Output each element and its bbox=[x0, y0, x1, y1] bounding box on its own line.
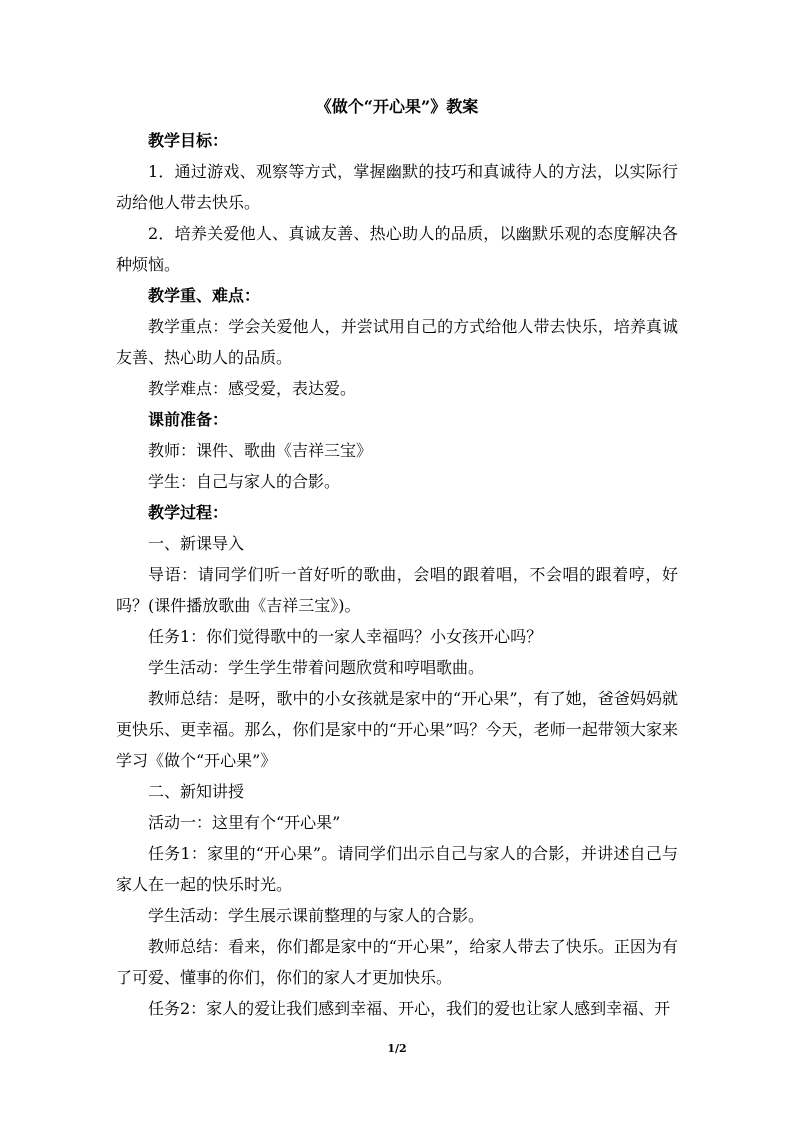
body-paragraph: 教师总结：看来，你们都是家中的“开心果”，给家人带去了快乐。正因为有了可爱、懂事的你们，你们的家人才更加快乐。 bbox=[116, 937, 678, 987]
body-paragraph: 任务1：你们觉得歌中的一家人幸福吗？小女孩开心吗？ bbox=[148, 627, 543, 646]
body-paragraph: 导语：请同学们听一首好听的歌曲，会唱的跟着唱，不会唱的跟着哼，好吗？(课件播放歌曲《吉祥三宝》)。 bbox=[116, 565, 678, 615]
section-heading: 课前准备： bbox=[148, 410, 229, 429]
body-paragraph: 教学重点：学会关爱他人，并尝试用自己的方式给他人带去快乐，培养真诚友善、热心助人的品质。 bbox=[116, 317, 678, 367]
body-paragraph: 任务1：家里的“开心果”。请同学们出示自己与家人的合影，并讲述自己与家人在一起的快乐时光。 bbox=[116, 844, 678, 894]
body-paragraph: 学生活动：学生展示课前整理的与家人的合影。 bbox=[148, 906, 485, 925]
body-paragraph: 1．通过游戏、观察等方式，掌握幽默的技巧和真诚待人的方法，以实际行动给他人带去快乐。 bbox=[116, 162, 678, 212]
body-paragraph: 任务2：家人的爱让我们感到幸福、开心，我们的爱也让家人感到幸福、开 bbox=[148, 999, 671, 1018]
body-paragraph: 二、新知讲授 bbox=[148, 782, 245, 801]
body-paragraph: 教师总结：是呀，歌中的小女孩就是家中的“开心果”，有了她，爸爸妈妈就更快乐、更幸福。那么，你们是家中的“开心果”吗？今天，老师一起带领大家来学习《做个“开心果”》 bbox=[116, 689, 678, 770]
body-paragraph: 教学难点：感受爱，表达爱。 bbox=[148, 379, 357, 398]
body-paragraph: 2．培养关爱他人、真诚友善、热心助人的品质，以幽默乐观的态度解决各种烦恼。 bbox=[116, 224, 678, 274]
section-heading: 教学过程： bbox=[148, 503, 229, 522]
body-paragraph: 学生活动：学生学生带着问题欣赏和哼唱歌曲。 bbox=[148, 658, 485, 677]
document-body bbox=[116, 125, 678, 1024]
section-heading: 教学目标： bbox=[148, 131, 229, 150]
body-paragraph: 教师：课件、歌曲《吉祥三宝》 bbox=[148, 441, 373, 460]
body-paragraph: 一、新课导入 bbox=[148, 534, 245, 553]
page-number: 1/2 bbox=[387, 1042, 407, 1055]
body-paragraph: 活动一：这里有个“开心果” bbox=[148, 813, 341, 832]
section-heading: 教学重、难点： bbox=[148, 286, 261, 305]
body-paragraph: 学生：自己与家人的合影。 bbox=[148, 472, 341, 491]
document-title: 《做个“开心果”》教案 bbox=[315, 97, 479, 116]
